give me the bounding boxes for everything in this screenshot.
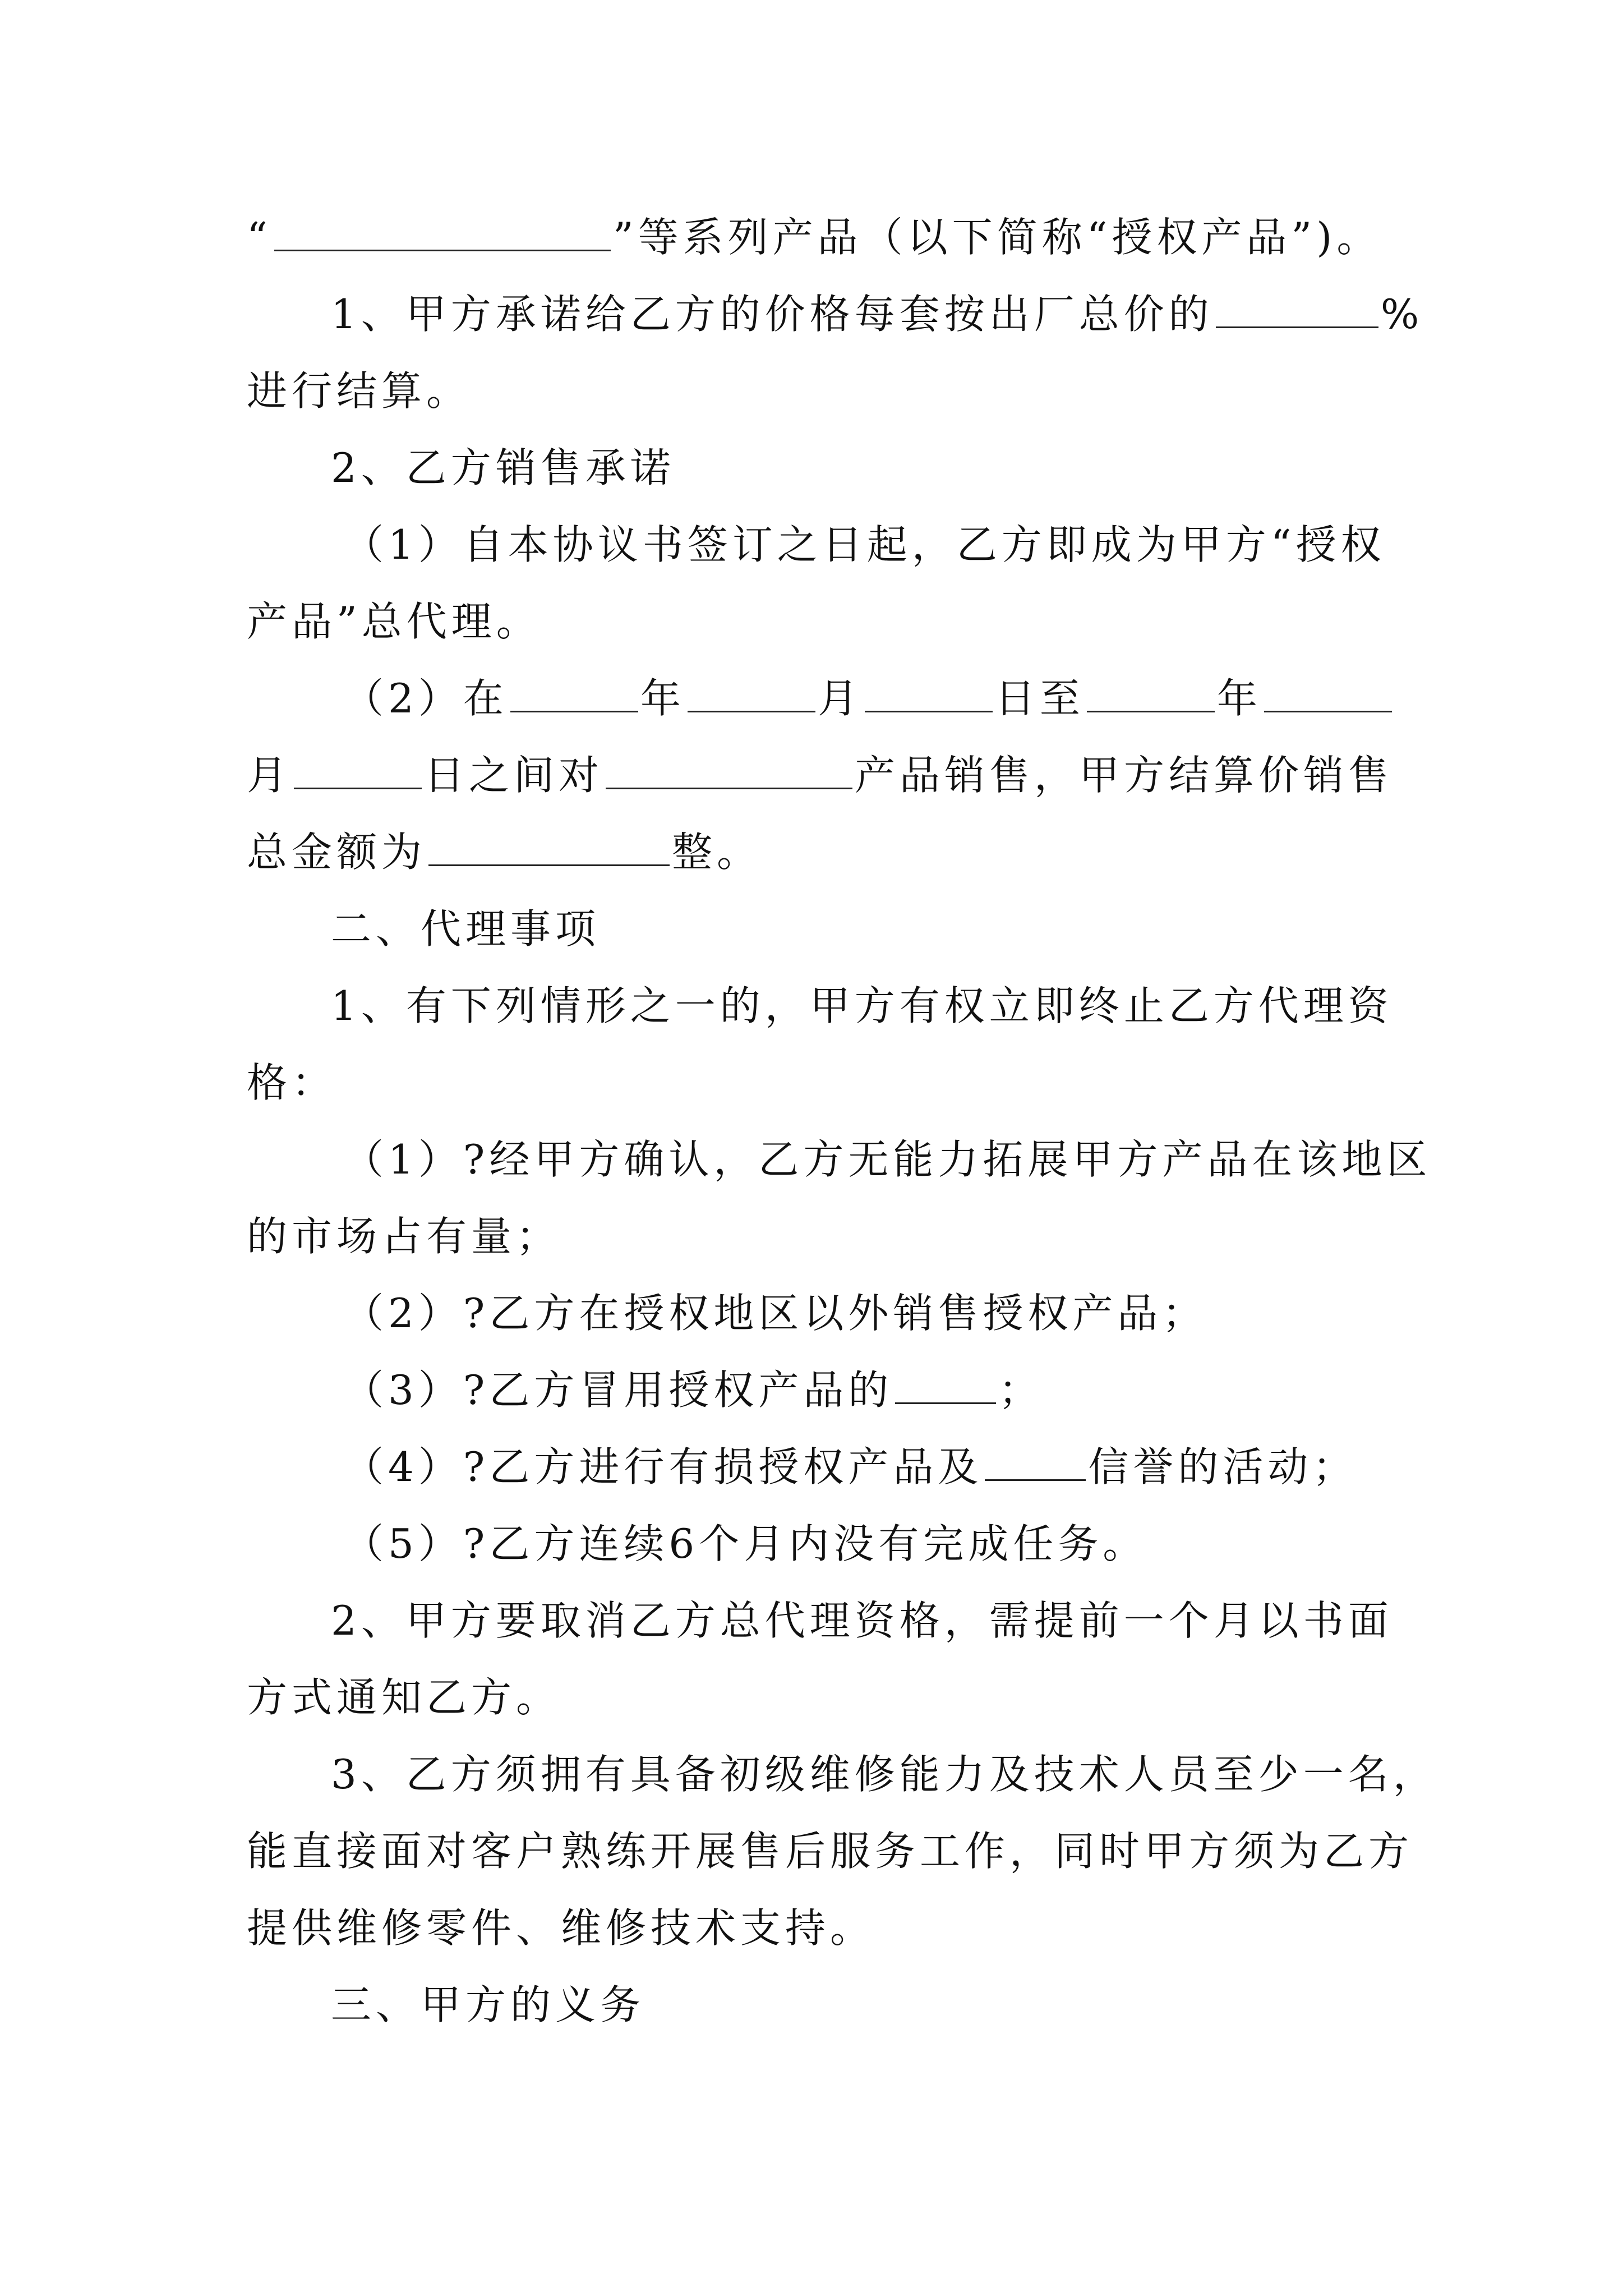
text-segment: （2）在 xyxy=(343,675,508,722)
text-segment: （1）?经甲方确认，乙方无能力拓展甲方产品在该地区 xyxy=(343,1136,1432,1183)
text-segment: “ xyxy=(247,214,272,261)
text-segment: 1、有下列情形之一的，甲方有权立即终止乙方代理资 xyxy=(331,982,1393,1029)
section-heading-party-a-obligations xyxy=(247,1967,1380,2044)
text-segment: 进行结算。 xyxy=(247,367,472,415)
text-line-13 xyxy=(247,1121,1432,1198)
fill-in-blank-end-month[interactable] xyxy=(1264,675,1392,712)
text-segment: 总金额为 xyxy=(247,829,427,876)
text-line-3 xyxy=(247,353,1380,430)
text-line-6 xyxy=(247,583,1380,660)
fill-in-blank-start-day[interactable] xyxy=(865,675,993,712)
text-line-22 xyxy=(247,1813,1414,1890)
section-heading-agency-matters xyxy=(247,891,1380,968)
text-line-11 xyxy=(247,968,1393,1045)
fill-in-blank-product-name[interactable] xyxy=(274,214,611,251)
text-segment: （5）?乙方连续6个月内没有完成任务。 xyxy=(343,1520,1148,1567)
text-segment: 产品销售，甲方结算价销售 xyxy=(855,752,1394,799)
text-segment: 能直接面对客户熟练开展售后服务工作，同时甲方须为乙方 xyxy=(247,1828,1414,1875)
text-segment: （2）?乙方在授权地区以外销售授权产品； xyxy=(343,1290,1207,1337)
fill-in-blank-end-day[interactable] xyxy=(294,752,422,789)
text-line-5 xyxy=(247,507,1386,583)
fill-in-blank-total-amount[interactable] xyxy=(428,829,670,866)
text-line-8 xyxy=(247,737,1394,814)
text-segment: （3）?乙方冒用授权产品的 xyxy=(343,1366,893,1414)
text-segment: 2、甲方要取消乙方总代理资格，需提前一个月以书面 xyxy=(331,1597,1393,1644)
text-line-21 xyxy=(247,1736,1438,1813)
text-line-19 xyxy=(247,1582,1393,1659)
text-segment: 年 xyxy=(640,675,685,722)
text-segment: % xyxy=(1380,291,1424,338)
text-line-7 xyxy=(247,660,1380,737)
text-segment: 信誉的活动； xyxy=(1088,1443,1358,1490)
text-line-12 xyxy=(247,1045,1380,1121)
document-body xyxy=(247,199,1438,2044)
text-segment: （4）?乙方进行有损授权产品及 xyxy=(343,1443,983,1490)
text-segment: ； xyxy=(998,1366,1044,1414)
text-segment: 的市场占有量； xyxy=(247,1213,561,1260)
fill-in-blank-start-month[interactable] xyxy=(688,675,815,712)
text-segment: 月 xyxy=(817,675,863,722)
text-segment: 2、乙方销售承诺 xyxy=(331,444,675,491)
text-line-4 xyxy=(247,430,1380,507)
text-segment: 年 xyxy=(1216,675,1262,722)
text-segment: 整。 xyxy=(672,829,762,876)
text-line-23 xyxy=(247,1890,1380,1967)
text-line-18 xyxy=(247,1506,1380,1582)
text-line-15 xyxy=(247,1275,1380,1352)
text-segment: 产品”总代理。 xyxy=(247,598,541,645)
text-line-17 xyxy=(247,1429,1380,1506)
text-segment: 二、代理事项 xyxy=(331,905,601,953)
fill-in-blank-start-year[interactable] xyxy=(510,675,638,712)
text-segment: 格： xyxy=(247,1059,337,1106)
text-segment: 1、甲方承诺给乙方的价格每套按出厂总价的 xyxy=(331,291,1214,338)
fill-in-blank-percentage[interactable] xyxy=(1216,291,1378,328)
text-line-14 xyxy=(247,1198,1380,1275)
fill-in-blank-end-year[interactable] xyxy=(1087,675,1215,712)
text-line-9 xyxy=(247,814,1380,891)
text-segment: 日之间对 xyxy=(424,752,604,799)
text-segment: 提供维修零件、维修技术支持。 xyxy=(247,1904,875,1952)
fill-in-blank-trademark[interactable] xyxy=(895,1366,996,1404)
text-segment: 日至 xyxy=(994,675,1085,722)
text-line-1 xyxy=(247,199,1380,276)
text-segment: ”等系列产品（以下简称“授权产品”)。 xyxy=(612,214,1382,261)
text-segment: （1）自本协议书签订之日起，乙方即成为甲方“授权 xyxy=(343,521,1386,568)
text-segment: 方式通知乙方。 xyxy=(247,1674,561,1721)
text-segment: 三、甲方的义务 xyxy=(331,1981,645,2028)
text-segment: 3、乙方须拥有具备初级维修能力及技术人员至少一名， xyxy=(331,1751,1438,1798)
fill-in-blank-party[interactable] xyxy=(985,1443,1086,1481)
text-line-2 xyxy=(247,276,1424,353)
text-segment: 月 xyxy=(247,752,292,799)
text-line-20 xyxy=(247,1659,1380,1736)
fill-in-blank-product[interactable] xyxy=(606,752,852,789)
text-line-16 xyxy=(247,1352,1380,1429)
